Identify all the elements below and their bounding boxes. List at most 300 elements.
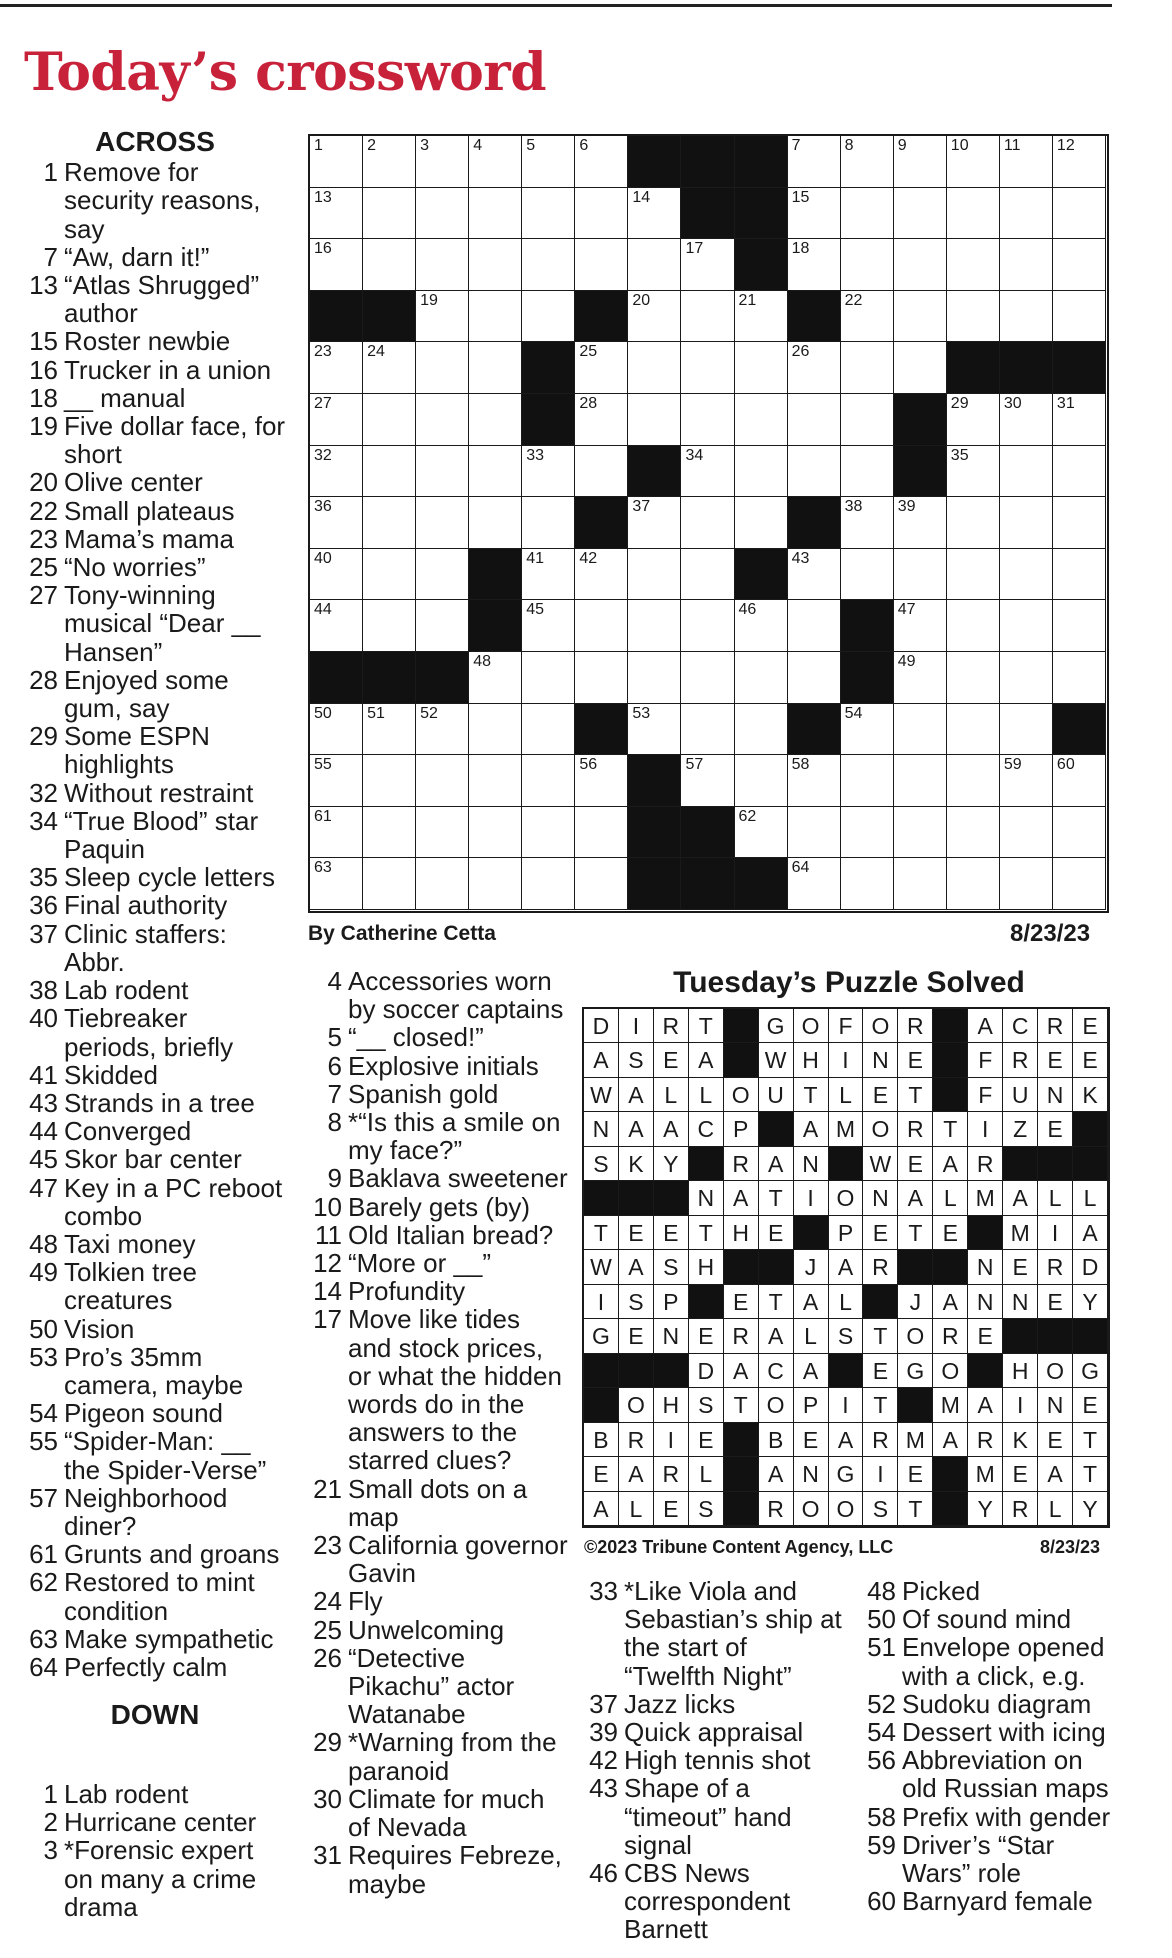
grid-cell[interactable]	[1000, 239, 1053, 291]
grid-cell[interactable]	[894, 600, 947, 652]
grid-cell[interactable]	[947, 652, 1000, 704]
clue-item[interactable]	[24, 497, 286, 525]
grid-cell[interactable]	[788, 394, 841, 446]
grid-cell[interactable]	[1000, 136, 1053, 188]
clue-item[interactable]	[860, 1746, 1122, 1802]
grid-cell[interactable]	[469, 446, 522, 498]
solved-letter: E	[1003, 1250, 1038, 1284]
clue-item[interactable]	[24, 779, 286, 807]
clue-item[interactable]	[24, 807, 286, 863]
grid-cell[interactable]	[947, 755, 1000, 807]
clue-number: 33	[589, 1576, 618, 1606]
grid-cell[interactable]	[681, 652, 734, 704]
grid-cell[interactable]	[947, 188, 1000, 240]
solved-grid	[582, 1007, 1110, 1528]
grid-cell[interactable]	[363, 858, 416, 910]
clue-item[interactable]	[24, 1089, 286, 1117]
clue-item[interactable]	[860, 1803, 1122, 1831]
solved-letter: T	[898, 1492, 933, 1526]
clue-item[interactable]	[24, 1484, 286, 1540]
grid-cell[interactable]	[416, 807, 469, 859]
grid-cell[interactable]	[735, 394, 788, 446]
grid-cell[interactable]	[469, 497, 522, 549]
clue-item[interactable]	[306, 1728, 568, 1784]
grid-cell[interactable]	[310, 858, 363, 910]
grid-cell[interactable]	[363, 497, 416, 549]
grid-cell[interactable]	[363, 807, 416, 859]
solved-letter: I	[829, 1043, 864, 1077]
crossword-grid[interactable]	[308, 134, 1109, 913]
grid-cell[interactable]	[841, 755, 894, 807]
grid-cell[interactable]	[416, 291, 469, 343]
clue-item[interactable]	[24, 891, 286, 919]
clue-item[interactable]	[306, 1023, 568, 1051]
grid-cell[interactable]	[1000, 704, 1053, 756]
clue-item[interactable]	[24, 1315, 286, 1343]
grid-cell[interactable]	[1053, 600, 1106, 652]
grid-cell[interactable]	[363, 446, 416, 498]
grid-cell[interactable]	[575, 652, 628, 704]
grid-cell[interactable]	[841, 188, 894, 240]
clue-item[interactable]	[306, 1531, 568, 1587]
clue-item[interactable]	[860, 1577, 1122, 1605]
grid-cell[interactable]	[681, 291, 734, 343]
clue-item[interactable]	[860, 1690, 1122, 1718]
grid-cell[interactable]	[310, 755, 363, 807]
grid-cell[interactable]	[894, 704, 947, 756]
grid-cell[interactable]	[1000, 446, 1053, 498]
solved-letter: F	[968, 1043, 1003, 1077]
grid-cell[interactable]	[1053, 446, 1106, 498]
grid-cell[interactable]	[416, 342, 469, 394]
grid-cell[interactable]	[628, 342, 681, 394]
grid-cell[interactable]	[310, 394, 363, 446]
grid-cell[interactable]	[310, 239, 363, 291]
grid-cell[interactable]	[1000, 652, 1053, 704]
grid-cell[interactable]	[681, 549, 734, 601]
grid-cell[interactable]	[310, 446, 363, 498]
grid-cell[interactable]	[575, 136, 628, 188]
solved-letter: T	[933, 1112, 968, 1146]
solved-letter: A	[1038, 1457, 1073, 1491]
grid-cell[interactable]	[788, 549, 841, 601]
clue-item[interactable]	[24, 412, 286, 468]
grid-cell[interactable]	[894, 549, 947, 601]
grid-cell[interactable]	[363, 704, 416, 756]
grid-cell[interactable]	[416, 188, 469, 240]
grid-cell[interactable]	[681, 704, 734, 756]
grid-cell[interactable]	[416, 755, 469, 807]
grid-cell[interactable]	[522, 704, 575, 756]
solved-letter: A	[1073, 1216, 1108, 1250]
grid-cell[interactable]	[416, 858, 469, 910]
clue-item[interactable]	[582, 1718, 844, 1746]
grid-cell[interactable]	[522, 652, 575, 704]
grid-cell[interactable]	[841, 446, 894, 498]
grid-cell[interactable]	[947, 600, 1000, 652]
grid-cell[interactable]	[628, 394, 681, 446]
grid-cell[interactable]	[1000, 188, 1053, 240]
clue-item[interactable]	[582, 1774, 844, 1859]
grid-cell[interactable]	[469, 755, 522, 807]
grid-cell[interactable]	[416, 497, 469, 549]
clue-item[interactable]	[24, 1540, 286, 1568]
solved-letter: P	[829, 1216, 864, 1250]
clue-item[interactable]	[860, 1605, 1122, 1633]
clue-item[interactable]	[306, 1841, 568, 1897]
clue-item[interactable]	[24, 1625, 286, 1653]
solved-letter: E	[619, 1319, 654, 1353]
cell-number: 62	[738, 807, 757, 825]
grid-cell[interactable]	[469, 807, 522, 859]
grid-cell[interactable]	[416, 446, 469, 498]
grid-cell[interactable]	[788, 342, 841, 394]
grid-cell[interactable]	[310, 342, 363, 394]
grid-cell[interactable]	[522, 446, 575, 498]
grid-cell[interactable]	[788, 188, 841, 240]
clue-number: 64	[29, 1651, 58, 1682]
clue-item[interactable]	[24, 920, 286, 976]
clue-item[interactable]	[860, 1831, 1122, 1887]
clue-item[interactable]	[306, 1587, 568, 1615]
clue-item[interactable]	[24, 1399, 286, 1427]
grid-cell[interactable]	[522, 755, 575, 807]
grid-cell[interactable]	[947, 446, 1000, 498]
grid-cell[interactable]	[416, 549, 469, 601]
grid-cell[interactable]	[681, 239, 734, 291]
grid-cell[interactable]	[894, 652, 947, 704]
grid-cell[interactable]	[735, 342, 788, 394]
grid-cell[interactable]	[894, 342, 947, 394]
grid-cell[interactable]	[1053, 291, 1106, 343]
solved-block	[724, 1009, 759, 1043]
grid-cell[interactable]	[841, 136, 894, 188]
clue-item[interactable]	[306, 1616, 568, 1644]
grid-cell[interactable]	[522, 291, 575, 343]
grid-cell[interactable]	[522, 600, 575, 652]
clue-item[interactable]	[24, 327, 286, 355]
clue-item[interactable]	[24, 158, 286, 243]
grid-cell[interactable]	[681, 600, 734, 652]
grid-cell[interactable]	[363, 136, 416, 188]
solved-block	[1003, 1147, 1038, 1181]
clue-item[interactable]	[582, 1859, 844, 1944]
clue-item[interactable]	[24, 863, 286, 891]
cell-number: 60	[1056, 756, 1075, 774]
grid-cell[interactable]	[628, 188, 681, 240]
grid-cell[interactable]	[575, 549, 628, 601]
grid-cell[interactable]	[947, 549, 1000, 601]
grid-cell[interactable]	[469, 291, 522, 343]
grid-cell[interactable]	[681, 342, 734, 394]
grid-cell[interactable]	[363, 239, 416, 291]
clue-item[interactable]	[306, 1193, 568, 1221]
solved-block	[724, 1423, 759, 1457]
clue-item[interactable]	[24, 1174, 286, 1230]
grid-cell[interactable]	[788, 446, 841, 498]
clue-text: Spanish gold	[348, 1078, 499, 1109]
grid-cell[interactable]	[894, 188, 947, 240]
grid-block	[681, 136, 734, 188]
clue-item[interactable]	[24, 1808, 286, 1836]
grid-cell[interactable]	[788, 652, 841, 704]
grid-cell[interactable]	[841, 858, 894, 910]
grid-cell[interactable]	[416, 136, 469, 188]
grid-cell[interactable]	[469, 136, 522, 188]
grid-cell[interactable]	[735, 704, 788, 756]
clue-item[interactable]	[24, 1117, 286, 1145]
clue-item[interactable]	[306, 1785, 568, 1841]
grid-cell[interactable]	[947, 497, 1000, 549]
grid-cell[interactable]	[1000, 549, 1053, 601]
clue-item[interactable]	[306, 1108, 568, 1164]
clue-item[interactable]	[24, 1427, 286, 1483]
grid-cell[interactable]	[947, 291, 1000, 343]
solved-letter: N	[794, 1457, 829, 1491]
grid-cell[interactable]	[735, 291, 788, 343]
grid-cell[interactable]	[575, 807, 628, 859]
grid-cell[interactable]	[1053, 858, 1106, 910]
grid-cell[interactable]	[575, 188, 628, 240]
grid-cell[interactable]	[310, 136, 363, 188]
grid-block	[628, 755, 681, 807]
grid-cell[interactable]	[416, 704, 469, 756]
grid-cell[interactable]	[841, 239, 894, 291]
grid-cell[interactable]	[947, 807, 1000, 859]
clue-item[interactable]	[24, 243, 286, 271]
grid-cell[interactable]	[363, 600, 416, 652]
clue-item[interactable]	[24, 1230, 286, 1258]
grid-cell[interactable]	[681, 497, 734, 549]
grid-cell[interactable]	[1000, 858, 1053, 910]
grid-cell[interactable]	[894, 497, 947, 549]
grid-cell[interactable]	[735, 807, 788, 859]
grid-cell[interactable]	[1000, 755, 1053, 807]
grid-cell[interactable]	[575, 858, 628, 910]
clue-item[interactable]	[24, 666, 286, 722]
grid-cell[interactable]	[1053, 497, 1106, 549]
clue-number: 18	[29, 382, 58, 413]
grid-cell[interactable]	[416, 394, 469, 446]
grid-cell[interactable]	[735, 652, 788, 704]
grid-cell[interactable]	[947, 136, 1000, 188]
grid-cell[interactable]	[522, 188, 575, 240]
cell-number: 27	[314, 395, 332, 412]
grid-cell[interactable]	[363, 394, 416, 446]
grid-cell[interactable]	[841, 291, 894, 343]
grid-cell[interactable]	[575, 600, 628, 652]
clue-item[interactable]	[306, 1164, 568, 1192]
grid-cell[interactable]	[788, 600, 841, 652]
grid-cell[interactable]	[735, 497, 788, 549]
clue-item[interactable]	[24, 356, 286, 384]
grid-cell[interactable]	[575, 394, 628, 446]
clue-item[interactable]	[24, 722, 286, 778]
solved-letter: A	[933, 1423, 968, 1457]
clue-item[interactable]	[24, 1568, 286, 1624]
clue-item[interactable]	[24, 1653, 286, 1681]
grid-cell[interactable]	[310, 704, 363, 756]
grid-cell[interactable]	[522, 807, 575, 859]
grid-cell[interactable]	[363, 342, 416, 394]
grid-cell[interactable]	[575, 239, 628, 291]
grid-cell[interactable]	[416, 239, 469, 291]
solved-block	[898, 1250, 933, 1284]
grid-cell[interactable]	[628, 652, 681, 704]
grid-cell[interactable]	[310, 497, 363, 549]
grid-cell[interactable]	[310, 549, 363, 601]
clue-item[interactable]	[582, 1690, 844, 1718]
grid-cell[interactable]	[1000, 291, 1053, 343]
grid-cell[interactable]	[788, 807, 841, 859]
grid-cell[interactable]	[469, 239, 522, 291]
grid-cell[interactable]	[841, 704, 894, 756]
grid-cell[interactable]	[628, 549, 681, 601]
clue-item[interactable]	[24, 1061, 286, 1089]
grid-cell[interactable]	[681, 394, 734, 446]
clue-item[interactable]	[860, 1718, 1122, 1746]
grid-cell[interactable]	[788, 755, 841, 807]
clue-item[interactable]	[582, 1746, 844, 1774]
clue-item[interactable]	[24, 468, 286, 496]
grid-cell[interactable]	[1000, 394, 1053, 446]
grid-block	[1053, 704, 1106, 756]
grid-cell[interactable]	[522, 497, 575, 549]
grid-cell[interactable]	[735, 446, 788, 498]
grid-cell[interactable]	[628, 704, 681, 756]
clue-item[interactable]	[24, 976, 286, 1004]
grid-cell[interactable]	[1000, 497, 1053, 549]
clue-item[interactable]	[24, 525, 286, 553]
grid-block	[628, 136, 681, 188]
clue-item[interactable]	[306, 1052, 568, 1080]
grid-cell[interactable]	[788, 136, 841, 188]
clue-item[interactable]	[24, 1343, 286, 1399]
grid-cell[interactable]	[841, 549, 894, 601]
solved-letter: R	[654, 1009, 689, 1043]
grid-cell[interactable]	[469, 188, 522, 240]
grid-cell[interactable]	[1053, 755, 1106, 807]
grid-cell[interactable]	[575, 342, 628, 394]
clue-item[interactable]	[306, 967, 568, 1023]
grid-cell[interactable]	[1053, 394, 1106, 446]
grid-cell[interactable]	[469, 652, 522, 704]
grid-cell[interactable]	[1000, 807, 1053, 859]
grid-cell[interactable]	[628, 291, 681, 343]
clue-item[interactable]	[306, 1277, 568, 1305]
clue-item[interactable]	[24, 581, 286, 666]
grid-cell[interactable]	[947, 704, 1000, 756]
grid-cell[interactable]	[1000, 600, 1053, 652]
clue-item[interactable]	[306, 1221, 568, 1249]
grid-cell[interactable]	[894, 858, 947, 910]
clue-item[interactable]	[24, 553, 286, 581]
grid-cell[interactable]	[841, 394, 894, 446]
grid-cell[interactable]	[522, 549, 575, 601]
grid-cell[interactable]	[1053, 136, 1106, 188]
grid-cell[interactable]	[310, 807, 363, 859]
grid-cell[interactable]	[681, 755, 734, 807]
grid-cell[interactable]	[841, 342, 894, 394]
clue-item[interactable]	[306, 1080, 568, 1108]
grid-cell[interactable]	[363, 549, 416, 601]
grid-cell[interactable]	[735, 755, 788, 807]
clue-text: Clinic staffers: Abbr.	[64, 918, 227, 977]
grid-cell[interactable]	[788, 858, 841, 910]
grid-cell[interactable]	[1053, 239, 1106, 291]
grid-cell[interactable]	[841, 807, 894, 859]
clue-item[interactable]	[24, 384, 286, 412]
grid-cell[interactable]	[522, 858, 575, 910]
grid-cell[interactable]	[1053, 807, 1106, 859]
grid-cell[interactable]	[947, 239, 1000, 291]
grid-cell[interactable]	[628, 600, 681, 652]
clue-item[interactable]	[24, 1780, 286, 1808]
grid-cell[interactable]	[575, 755, 628, 807]
clue-item[interactable]	[860, 1633, 1122, 1689]
cell-number: 30	[1003, 395, 1022, 412]
clue-text: Hurricane center	[64, 1807, 257, 1838]
grid-cell[interactable]	[894, 291, 947, 343]
grid-cell[interactable]	[1053, 652, 1106, 704]
grid-cell[interactable]	[469, 342, 522, 394]
grid-cell[interactable]	[469, 704, 522, 756]
grid-cell[interactable]	[522, 239, 575, 291]
grid-cell[interactable]	[469, 858, 522, 910]
grid-cell[interactable]	[894, 807, 947, 859]
grid-cell[interactable]	[1053, 549, 1106, 601]
grid-cell[interactable]	[363, 188, 416, 240]
clue-text: Remove for security reasons, say	[64, 157, 261, 244]
grid-cell[interactable]	[416, 600, 469, 652]
grid-cell[interactable]	[947, 858, 1000, 910]
clue-item[interactable]	[24, 271, 286, 327]
clue-item[interactable]	[306, 1644, 568, 1729]
clue-item[interactable]	[24, 1258, 286, 1314]
clue-item[interactable]	[582, 1577, 844, 1690]
clue-text: Requires Febreze, maybe	[348, 1840, 562, 1899]
clue-item[interactable]	[24, 1836, 286, 1921]
clue-item[interactable]	[306, 1475, 568, 1531]
grid-cell[interactable]	[947, 394, 1000, 446]
grid-cell[interactable]	[735, 600, 788, 652]
clue-item[interactable]	[24, 1145, 286, 1173]
clue-item[interactable]	[24, 1004, 286, 1060]
grid-cell[interactable]	[894, 136, 947, 188]
clue-number: 60	[867, 1886, 896, 1917]
grid-cell[interactable]	[363, 755, 416, 807]
grid-cell[interactable]	[310, 188, 363, 240]
grid-cell[interactable]	[310, 600, 363, 652]
clue-item[interactable]	[306, 1305, 568, 1474]
grid-cell[interactable]	[628, 239, 681, 291]
grid-cell[interactable]	[628, 497, 681, 549]
grid-cell[interactable]	[894, 239, 947, 291]
clue-item[interactable]	[860, 1887, 1122, 1915]
grid-cell[interactable]	[522, 136, 575, 188]
grid-cell[interactable]	[894, 755, 947, 807]
grid-cell[interactable]	[681, 446, 734, 498]
grid-cell[interactable]	[841, 497, 894, 549]
clue-item[interactable]	[306, 1249, 568, 1277]
solved-block	[584, 1354, 619, 1388]
grid-cell[interactable]	[469, 394, 522, 446]
grid-cell[interactable]	[788, 239, 841, 291]
clue-text: “__ closed!”	[348, 1022, 484, 1053]
solved-letter: A	[584, 1492, 619, 1526]
grid-cell[interactable]	[575, 446, 628, 498]
grid-cell[interactable]	[1053, 188, 1106, 240]
